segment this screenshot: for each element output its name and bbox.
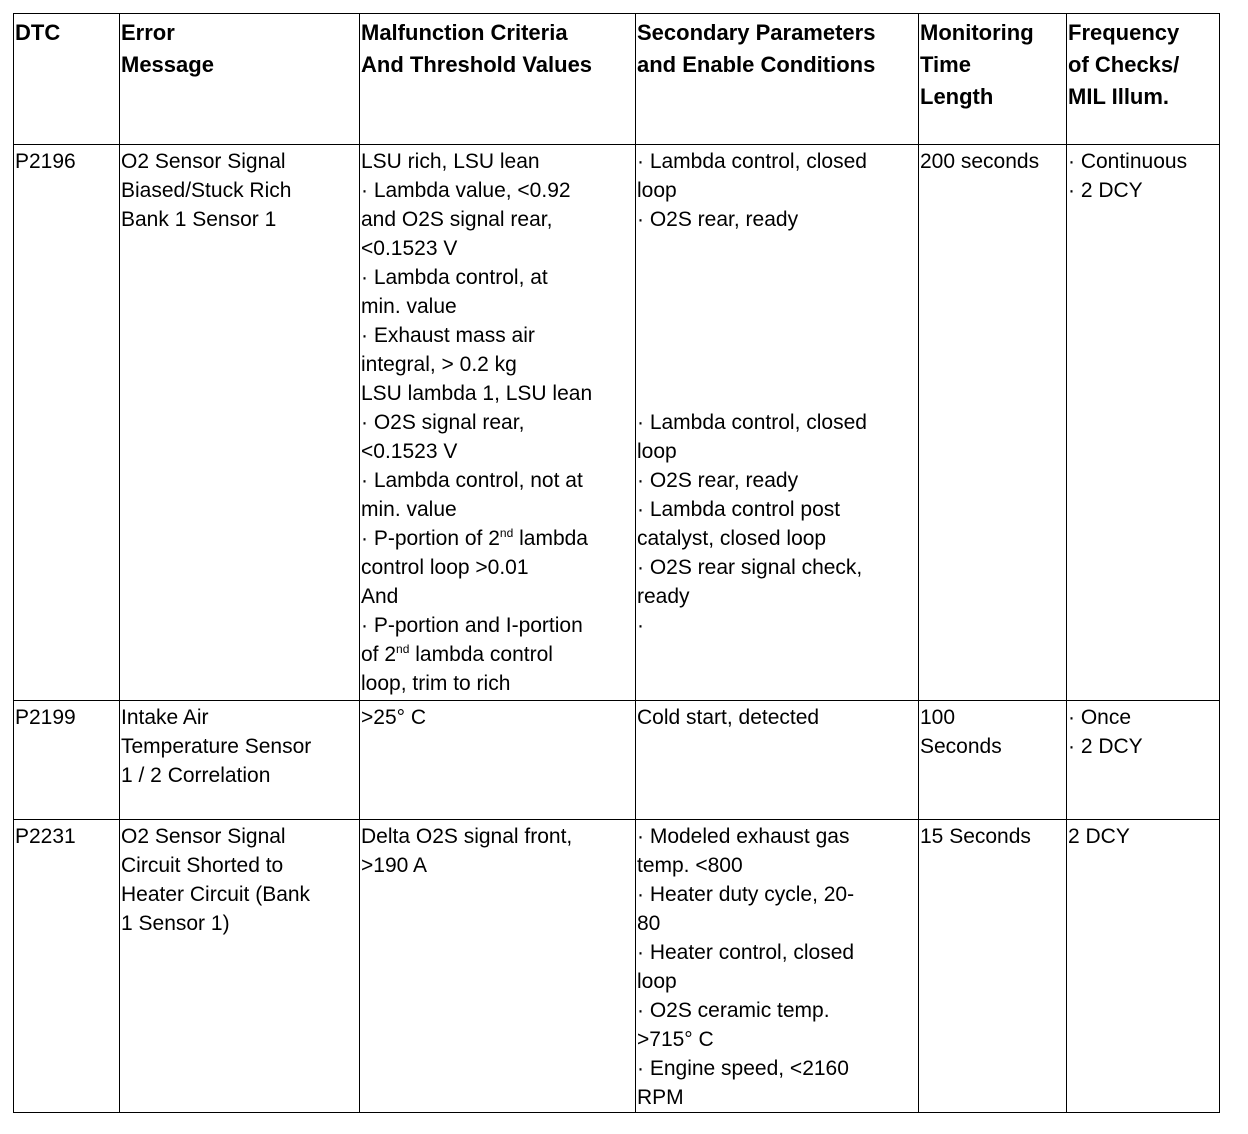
- table-row-p2231: [14, 820, 1220, 1113]
- header-dtc: DTC: [14, 14, 120, 145]
- header-monitoring-time: Monitoring Time Length: [919, 14, 1067, 145]
- malfunction-cell: LSU rich, LSU lean · Lambda value, <0.92 and O2S signal rear, <0.1523 V · Lambda control, at min. value · Exhaust mass air integral, > 0.2 kg LSU lambda 1, LSU lean · O2S signal rear, <0.1523 V · Lambda control, not at min. value · P-portion of 2nd lambda control loop >0.01 And · P-portion and I-portion of 2nd lambda control loop, trim to rich: [360, 145, 636, 701]
- table-row-p2196: [14, 145, 1220, 701]
- malfunction-line-p-portion: · P-portion of 2nd lambda: [361, 526, 588, 550]
- malfunction-cell: Delta O2S signal front, >190 A: [360, 820, 636, 1113]
- header-malfunction-criteria: Malfunction Criteria And Threshold Values: [360, 14, 636, 145]
- frequency-cell: · Once · 2 DCY: [1067, 701, 1220, 820]
- monitoring-cell: 100 Seconds: [919, 701, 1067, 820]
- header-frequency: Frequency of Checks/ MIL Illum.: [1067, 14, 1220, 145]
- secondary-spacer: [637, 234, 917, 408]
- frequency-cell: · Continuous · 2 DCY: [1067, 145, 1220, 701]
- header-secondary-parameters: Secondary Parameters and Enable Conditions: [636, 14, 919, 145]
- monitoring-cell: 15 Seconds: [919, 820, 1067, 1113]
- dtc-cell: P2196: [14, 145, 120, 701]
- malfunction-line-2nd-lambda: of 2nd lambda control: [361, 642, 553, 666]
- secondary-cell: · Modeled exhaust gas temp. <800 · Heater duty cycle, 20- 80 · Heater control, closed loop · O2S ceramic temp. >715° C · Engine speed, <2160 RPM: [636, 820, 919, 1113]
- dtc-table: [13, 13, 1220, 1113]
- error-message-cell: O2 Sensor Signal Circuit Shorted to Heater Circuit (Bank 1 Sensor 1): [120, 820, 360, 1113]
- table-row-p2199: [14, 701, 1220, 820]
- secondary-cell: · Lambda control, closed loop · O2S rear, ready · Lambda control, closed loop · O2S rear, ready · Lambda control post catalyst, closed loop · O2S rear signal check, ready ·: [636, 145, 919, 701]
- header-row: [14, 14, 1220, 145]
- header-error-message: Error Message: [120, 14, 360, 145]
- dtc-cell: P2199: [14, 701, 120, 820]
- secondary-cell: Cold start, detected: [636, 701, 919, 820]
- error-message-cell: Intake Air Temperature Sensor 1 / 2 Correlation: [120, 701, 360, 820]
- malfunction-cell: >25° C: [360, 701, 636, 820]
- error-message-cell: O2 Sensor Signal Biased/Stuck Rich Bank 1 Sensor 1: [120, 145, 360, 701]
- monitoring-cell: 200 seconds: [919, 145, 1067, 701]
- dtc-cell: P2231: [14, 820, 120, 1113]
- frequency-cell: 2 DCY: [1067, 820, 1220, 1113]
